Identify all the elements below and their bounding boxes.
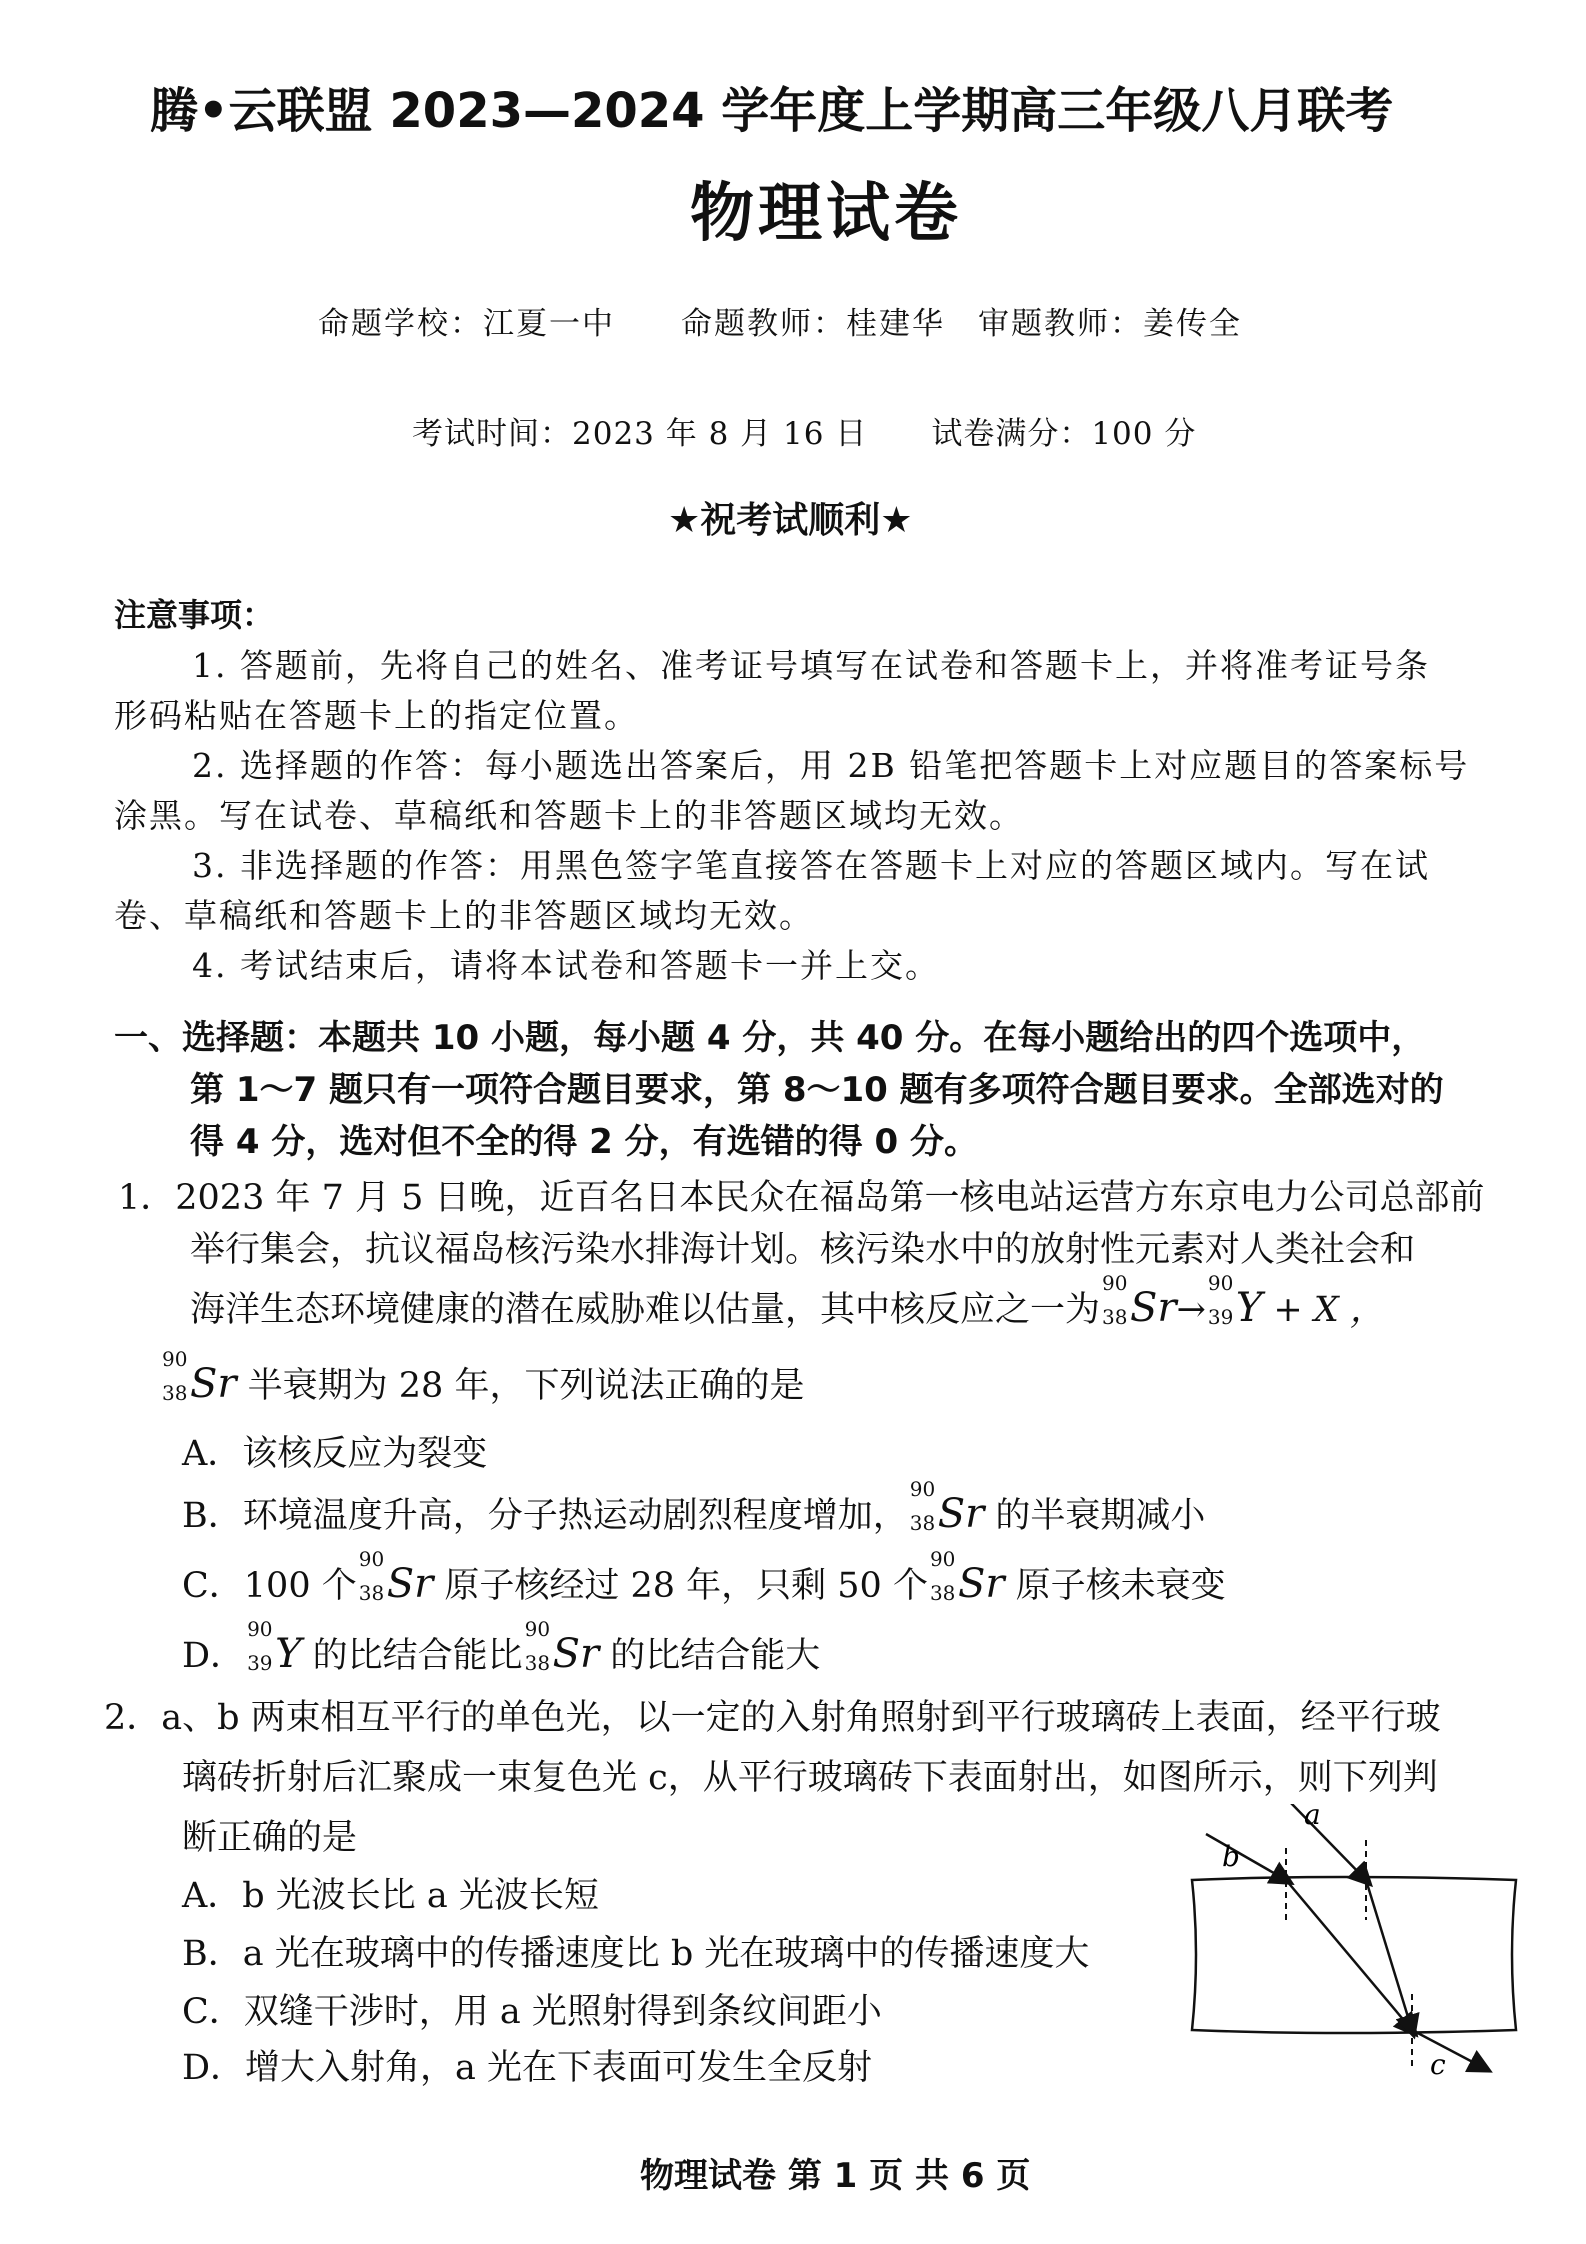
- ray-c-exit: [1412, 2030, 1484, 2068]
- q2-stem-line2: 璃砖折射后汇聚成一束复色光 c，从平行玻璃砖下表面射出，如图所示，则下列判: [182, 1758, 1438, 1798]
- label-b: b: [1222, 1840, 1240, 1873]
- sr-90-nuclide: 90 38 Sr: [524, 1617, 600, 1677]
- ray-b-incident: [1206, 1834, 1286, 1880]
- section-instructions-3: 得 4 分，选对但不全的得 2 分，有选错的得 0 分。: [190, 1122, 978, 1162]
- sr-90-nuclide: 90 38 Sr: [929, 1547, 1005, 1607]
- y-90-nuclide: 90 39 Y: [1207, 1271, 1263, 1331]
- q1-stem-line4: 90 38 Sr 半衰期为 28 年，下列说法正确的是: [162, 1347, 805, 1407]
- q2-option-b: B．a 光在玻璃中的传播速度比 b 光在玻璃中的传播速度大: [182, 1934, 1090, 1974]
- q2-option-c: C．双缝干涉时，用 a 光照射得到条纹间距小: [182, 1992, 882, 2032]
- q1-option-d: D． 90 39 Y 的比结合能比 90 38 Sr 的比结合能大: [182, 1617, 821, 1677]
- notice-item-2-cont: 涂黑。写在试卷、草稿纸和答题卡上的非答题区域均无效。: [114, 796, 1024, 835]
- good-luck-banner: ★祝考试顺利★: [668, 500, 913, 541]
- q2-stem-line1: 2．a、b 两束相互平行的单色光，以一定的入射角照射到平行玻璃砖上表面，经平行玻: [104, 1698, 1441, 1738]
- ray-b-refracted: [1286, 1880, 1412, 2030]
- q1-stem-line1: 1．2023 年 7 月 5 日晚，近百名日本民众在福岛第一核电站运营方东京电力公司总部前: [118, 1178, 1485, 1218]
- q1-stem-line2: 举行集会，抗议福岛核污染水排海计划。核污染水中的放射性元素对人类社会和: [190, 1230, 1416, 1270]
- label-c: c: [1430, 2048, 1446, 2081]
- notice-item-1: 1. 答题前，先将自己的姓名、准考证号填写在试卷和答题卡上，并将准考证号条: [192, 646, 1430, 685]
- notice-heading: 注意事项：: [114, 596, 275, 634]
- q1-stem-line3: 海洋生态环境健康的潜在威胁难以估量，其中核反应之一为 90 38 Sr→ 90 39 Y + X ，: [190, 1271, 1385, 1331]
- sr-90-nuclide: 90 38 Sr: [909, 1477, 985, 1537]
- page-footer: 物理试卷 第 1 页 共 6 页: [640, 2156, 1031, 2196]
- notice-item-4: 4. 考试结束后，请将本试卷和答题卡一并上交。: [192, 946, 940, 985]
- q1-option-a: A．该核反应为裂变: [182, 1434, 488, 1474]
- ray-a-incident: [1290, 1804, 1366, 1880]
- sr-90-nuclide: 90 38 Sr: [358, 1547, 434, 1607]
- q2-stem-line3: 断正确的是: [182, 1818, 358, 1858]
- section-instructions-2: 第 1～7 题只有一项符合题目要求，第 8～10 题有多项符合题目要求。全部选对的: [190, 1070, 1444, 1110]
- y-90-nuclide: 90 39 Y: [247, 1617, 302, 1677]
- notice-item-3: 3. 非选择题的作答：用黑色签字笔直接答在答题卡上对应的答题区域内。写在试: [192, 846, 1430, 885]
- q1-option-c: C．100 个 90 38 Sr 原子核经过 28 年，只剩 50 个 90 38 Sr 原子核未衰变: [182, 1547, 1226, 1607]
- exam-info-line: 考试时间：2023 年 8 月 16 日 试卷满分：100 分: [412, 416, 1197, 452]
- ray-a-refracted: [1366, 1880, 1412, 2030]
- notice-item-1-cont: 形码粘贴在答题卡上的指定位置。: [114, 696, 639, 735]
- exam-title: 腾•云联盟 2023—2024 学年度上学期高三年级八月联考: [150, 83, 1394, 139]
- notice-item-2: 2. 选择题的作答：每小题选出答案后，用 2B 铅笔把答题卡上对应题目的答案标号: [192, 746, 1470, 785]
- label-a: a: [1304, 1804, 1321, 1831]
- authors-line: 命题学校：江夏一中 命题教师：桂建华 审题教师：姜传全: [318, 306, 1242, 342]
- notice-item-3-cont: 卷、草稿纸和答题卡上的非答题区域均无效。: [114, 896, 814, 935]
- q2-option-d: D．增大入射角，a 光在下表面可发生全反射: [182, 2048, 873, 2088]
- q1-option-b: B．环境温度升高，分子热运动剧烈程度增加， 90 38 Sr 的半衰期减小: [182, 1477, 1206, 1537]
- q2-option-a: A．b 光波长比 a 光波长短: [182, 1876, 599, 1916]
- section-heading: 一、选择题：本题共 10 小题，每小题 4 分，共 40 分。在每小题给出的四个选项中，: [114, 1018, 1426, 1058]
- sr-90-nuclide: 90 38 Sr: [162, 1347, 237, 1407]
- sr-90-nuclide: 90 38 Sr: [1102, 1271, 1177, 1331]
- glass-brick-diagram: [1186, 1804, 1556, 2084]
- subject-title: 物理试卷: [690, 177, 962, 251]
- glass-brick: [1192, 1877, 1516, 2033]
